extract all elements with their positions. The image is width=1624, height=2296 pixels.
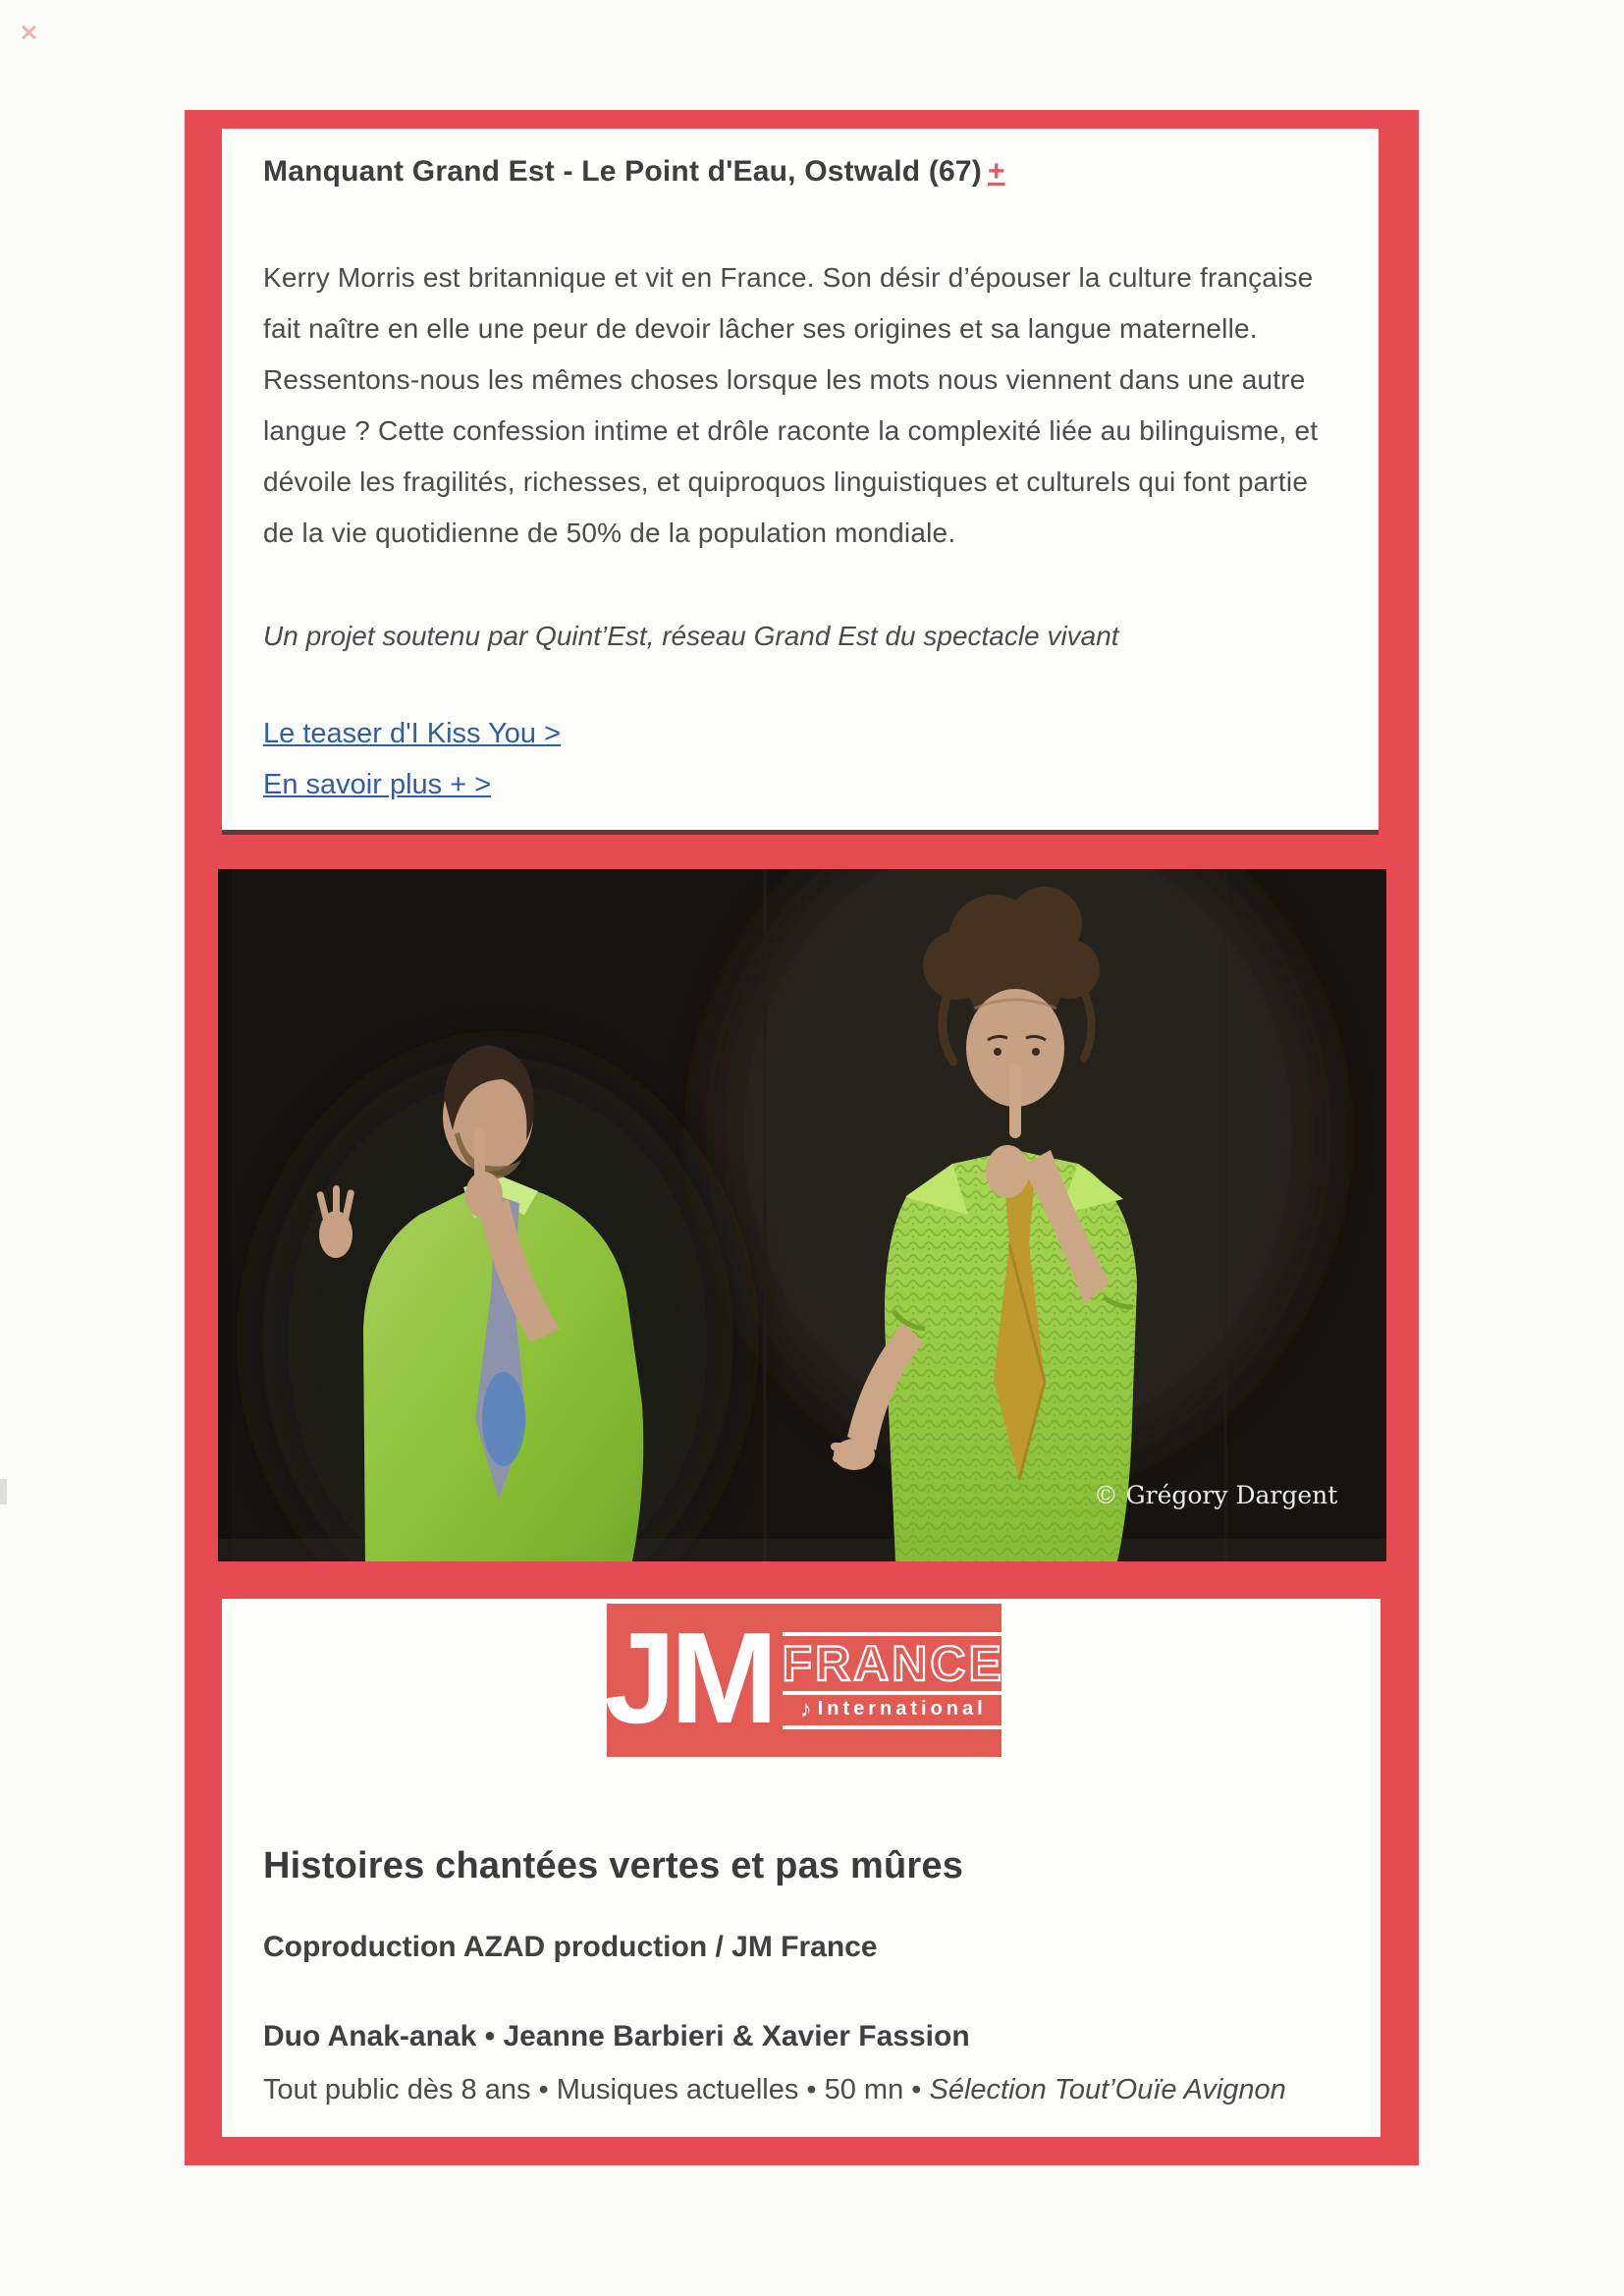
- show-title: Histoires chantées vertes et pas mûres: [263, 1845, 964, 1886]
- event-description: Kerry Morris est britannique et vit en France. Son désir d’épouser la culture française fait naître en elle une peur de devoir lâcher ses origines et sa langue maternelle. Ressentons-nous les mêmes choses lorsque les mots nous viennent dans une autre langue ? Cette confession intime et drôle raconte la complexité liée au bilinguisme, et dévoile les fragilités, richesses, et quiproquos linguistiques et culturels qui font partie de la vie quotidienne de 50% de la population mondiale.: [263, 262, 1319, 548]
- support-note: Un projet soutenu par Quint’Est, réseau Grand Est du spectacle vivant: [263, 621, 1119, 651]
- music-note-icon: ♪: [799, 1695, 812, 1722]
- show-info-block: [222, 1599, 1380, 2137]
- jm-logo-right-column: [783, 1632, 1004, 1729]
- scan-artifact-cross: [20, 24, 37, 41]
- newsletter-red-frame: [185, 110, 1419, 2165]
- more-info-link[interactable]: En savoir plus + >: [263, 769, 492, 800]
- scan-artifact-smudge: [0, 1479, 7, 1504]
- teaser-link[interactable]: Le teaser d'I Kiss You >: [263, 718, 561, 749]
- coproduction-line: Coproduction AZAD production / JM France: [263, 1931, 878, 1963]
- show-details-regular: Tout public dès 8 ans • Musiques actuelles • 50 mn •: [263, 2074, 930, 2105]
- photo-credit: © Grégory Dargent: [1093, 1481, 1338, 1509]
- show-details-selection: Sélection Tout’Ouïe Avignon: [929, 2074, 1286, 2105]
- expand-plus-link[interactable]: +: [988, 155, 1005, 188]
- show-details-line: [263, 2072, 1345, 2107]
- performance-photo-art: [218, 869, 1386, 1561]
- artists-line: Duo Anak-anak • Jeanne Barbieri & Xavier Fassion: [263, 2020, 970, 2052]
- logo-rule-bottom: [783, 1725, 1004, 1729]
- performance-photo: [218, 869, 1386, 1561]
- jm-logo-international-text: International: [817, 1698, 987, 1720]
- links-group: [263, 708, 1343, 810]
- event-title-text: Manquant Grand Est - Le Point d'Eau, Ostwald (67): [263, 155, 982, 188]
- event-title: [263, 154, 1343, 190]
- jm-logo-letters: JM: [604, 1606, 773, 1750]
- jm-logo-international-row: [783, 1695, 1004, 1725]
- jm-logo-france-text: FRANCE: [782, 1635, 1004, 1691]
- event-info-block: [222, 129, 1379, 830]
- jm-france-logo: [604, 1604, 1004, 1757]
